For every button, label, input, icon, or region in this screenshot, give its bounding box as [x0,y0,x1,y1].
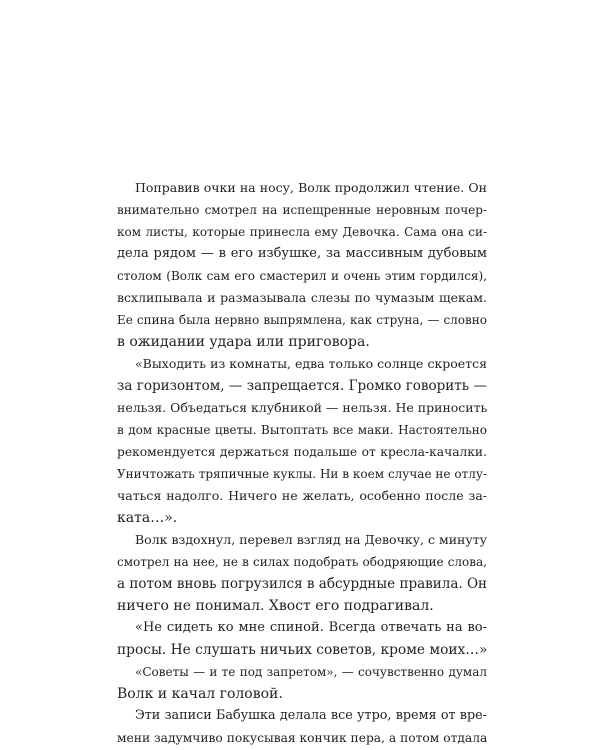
text-line: в ожидании удара или приговора. [117,334,370,350]
text-line: «Выходить из комнаты, едва только солнце скроется [135,356,487,371]
text-line: в дом красные цветы. Вытоптать все маки. Настоятельно [117,423,487,437]
text-line: нельзя. Объедаться клубникой — нельзя. Не приносить [117,400,488,415]
text-line: всхлипывала и размазывала слезы по чумазым щекам. [117,290,487,305]
text-line: смотрел на нее, не в силах подобрать ободряющие слова, [117,555,487,569]
body-text [117,177,487,749]
text-line: просы. Не слушать ничьих советов, кроме моих…» [117,642,488,658]
text-line: Эти записи Бабушка делала все утро, время от вре- [135,708,487,723]
text-line: ничего не понимал. Хвост его подрагивал. [117,598,434,614]
text-line: «Советы — и те под запретом», — сочувственно думал [135,665,487,679]
text-line: дела рядом — в его избушке, за массивным дубовым [117,246,487,261]
text-line: столом (Волк сам его смастерил и очень этим гордился), [117,269,487,283]
text-line: внимательно смотрел на испещренные неровным почер- [117,203,487,217]
text-line: а потом вновь погрузился в абсурдные правила. Он [117,576,488,592]
text-line: Ее спина была нервно выпрямлена, как струна, — словно [117,313,487,327]
text-line: за горизонтом, — запрещается. Громко говорить — [117,378,487,394]
text-line: рекомендуется держаться подальше от кресла-качалки. [117,445,487,459]
text-line: Поправив очки на носу, Волк продолжил чтение. Он [135,180,487,195]
text-line: Волк вздохнул, перевел взгляд на Девочку, с минуту [135,532,487,547]
text-line: «Не сидеть ко мне спиной. Всегда отвечать на во- [135,620,487,635]
text-line: Уничтожать тряпичные куклы. Ни в коем случае не отлу- [117,467,487,481]
text-line: мени задумчиво покусывая кончик пера, а потом отдала [117,731,488,745]
text-line: Волк и качал головой. [117,686,283,702]
text-line: ком листы, которые принесла ему Девочка. Сама она си- [117,225,487,239]
text-line: ката…». [117,510,178,526]
text-line: чаться надолго. Ничего не желать, особенно после за- [117,488,487,503]
